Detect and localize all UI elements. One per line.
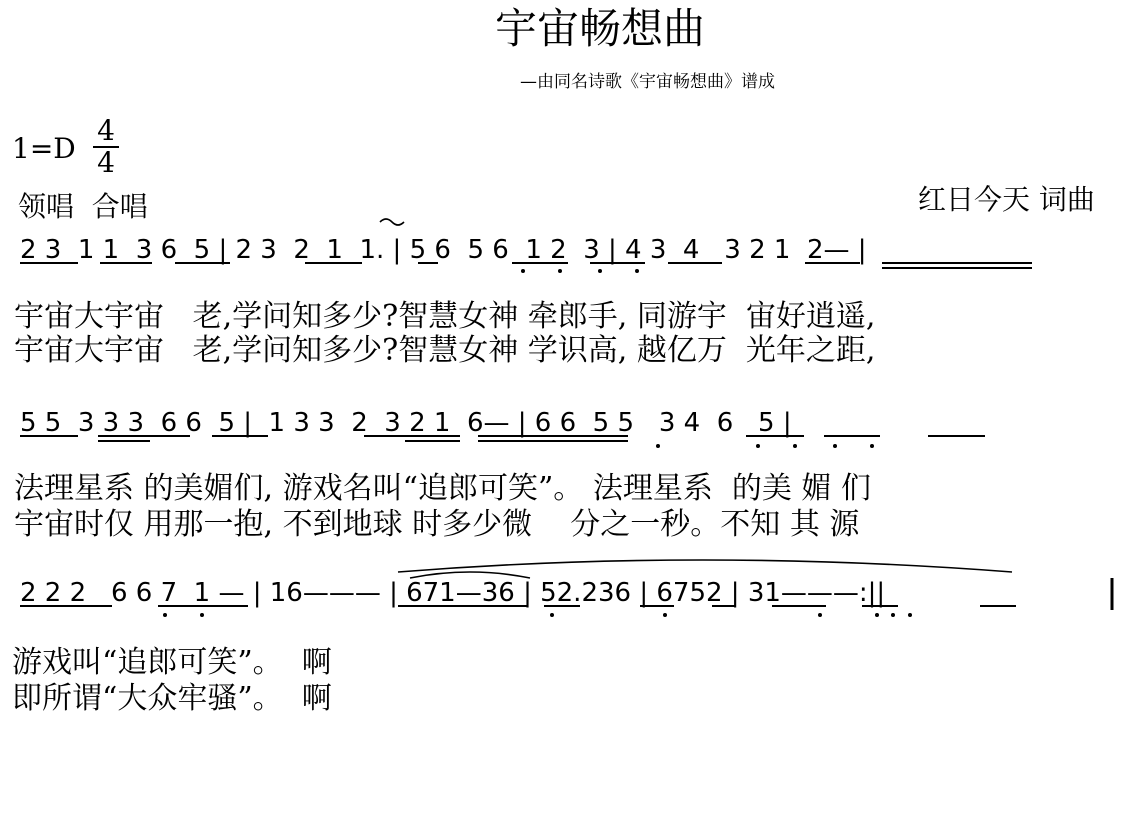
notation-line-2: 5 5 3 3 3 6 6 5 | 1 3 3 2 3 2 1 6— | 6 6 5 5 3 4 6 5 | [20, 408, 792, 438]
notation-line-3: 2 2 2 6 6 7 1 — | 16——— | 671—36 | 52.236 | 6752 | 31———:|| [20, 578, 886, 608]
lyric-line-3b: 即所谓“大众牢骚”。 啊 [12, 681, 332, 716]
slurs [380, 219, 1012, 578]
voice-roles: 领唱 合唱 [18, 190, 148, 223]
key-signature: 1=D [12, 132, 76, 165]
lyric-line-1b: 宇宙大宇宙 老,学问知多少?智慧女神 学识高, 越亿万 光年之距, [14, 333, 876, 368]
octave-dots [163, 269, 912, 617]
song-subtitle: —由同名诗歌《宇宙畅想曲》谱成 [520, 72, 775, 92]
time-signature-top: 4 [97, 114, 115, 147]
lyric-line-2a: 法理星系 的美媚们, 游戏名叫“追郎可笑”。 法理星系 的美 媚 们 [14, 471, 871, 506]
duration-underlines [20, 263, 1032, 606]
song-title: 宇宙畅想曲 [494, 4, 705, 53]
notation-line-1: 2 3 1 1 3 6 5 | 2 3 2 1 1. | 5 6 5 6 1 2 3 | 4 3 4 3 2 1 2— | [20, 235, 867, 265]
lyric-line-1a: 宇宙大宇宙 老,学问知多少?智慧女神 牵郎手, 同游宇 宙好逍遥, [14, 299, 876, 334]
lyric-line-2b: 宇宙时仅 用那一抱, 不到地球 时多少微 分之一秒。不知 其 源 [14, 507, 860, 542]
author-credit: 红日今天 词曲 [918, 183, 1095, 216]
lyric-line-3a: 游戏叫“追郎可笑”。 啊 [12, 645, 332, 680]
time-signature-bottom: 4 [93, 146, 119, 178]
